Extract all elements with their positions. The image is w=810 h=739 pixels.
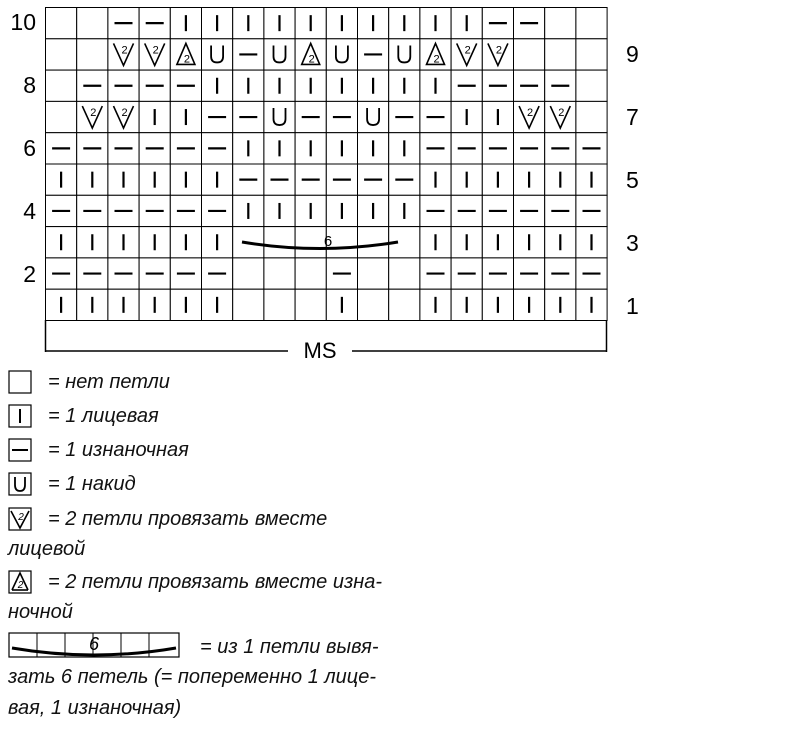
cell-r2-c11	[358, 258, 389, 289]
legend-no-stitch-text: = нет петли	[48, 370, 170, 393]
cell-r3-c11	[358, 227, 389, 258]
legend-p2tog-cont: ночной	[8, 601, 73, 623]
svg-text:2: 2	[558, 107, 565, 120]
ms-label: MS	[303, 338, 337, 363]
legend-purl-text: = 1 изнаночная	[48, 438, 189, 461]
cluster-icon-number: 6	[88, 634, 100, 654]
row-label-4: 4	[23, 198, 36, 224]
legend-no-stitch	[8, 370, 170, 394]
svg-text:2: 2	[464, 44, 471, 57]
legend-yarn-over-text: = 1 накид	[48, 472, 136, 495]
svg-text:2: 2	[18, 512, 24, 523]
legend-cluster-cont-2: вая, 1 изнаночная)	[8, 697, 182, 719]
svg-text:2: 2	[152, 44, 159, 57]
legend-knit-text: = 1 лицевая	[48, 404, 159, 427]
yarn-over-icon	[8, 472, 32, 496]
cell-r8-c18	[576, 70, 607, 101]
purl-two-together-icon	[8, 570, 32, 594]
purl-stitch-icon	[8, 438, 32, 462]
cell-r9-c16	[514, 39, 545, 70]
empty-cell-icon	[8, 370, 32, 394]
cluster-number: 6	[323, 233, 333, 250]
row-label-1: 1	[626, 293, 639, 319]
legend-p2tog	[8, 570, 382, 594]
cell-r2-c8	[264, 258, 295, 289]
row-label-3: 3	[626, 230, 639, 256]
cell-r9-c1	[46, 39, 77, 70]
cell-r1-c7	[233, 289, 264, 320]
row-label-9: 9	[626, 41, 639, 67]
svg-text:2: 2	[308, 53, 315, 66]
knit-two-together-icon	[8, 507, 32, 531]
cell-r1-c12	[389, 289, 420, 320]
cell-r10-c17	[545, 8, 576, 39]
cell-r10-c2	[77, 8, 108, 39]
svg-text:2: 2	[183, 53, 190, 66]
legend-cluster-cont-1: зать 6 петель (= попеременно 1 лице-	[8, 666, 376, 688]
svg-text:2: 2	[495, 44, 502, 57]
cell-r1-c8	[264, 289, 295, 320]
cell-r8-c1	[46, 70, 77, 101]
cell-r7-c18	[576, 101, 607, 132]
legend-k2tog	[8, 507, 327, 531]
svg-text:2: 2	[527, 107, 534, 120]
cell-r9-c12	[389, 39, 420, 70]
legend-p2tog-text: = 2 петли провязать вместе изна-	[48, 570, 383, 593]
cluster-increase-icon	[8, 632, 180, 662]
svg-text:2: 2	[121, 44, 128, 57]
cell-r9-c17	[545, 39, 576, 70]
knit-stitch-icon	[8, 404, 32, 428]
svg-text:2: 2	[17, 580, 24, 591]
row-label-6: 6	[23, 135, 36, 161]
cell-r9-c10	[326, 39, 357, 70]
cell-r1-c9	[295, 289, 326, 320]
row-label-2: 2	[23, 261, 36, 287]
cell-r10-c18	[576, 8, 607, 39]
legend-cluster	[8, 632, 378, 662]
cell-r7-c8	[264, 101, 295, 132]
svg-text:2: 2	[433, 53, 440, 66]
row-label-10: 10	[10, 9, 36, 35]
legend-cluster-text: = из 1 петли вывя-	[200, 635, 379, 658]
row-label-5: 5	[626, 167, 639, 193]
cell-r3-c9	[295, 227, 326, 258]
cell-r2-c12	[389, 258, 420, 289]
row-label-8: 8	[23, 72, 36, 98]
row-label-7: 7	[626, 104, 639, 130]
cell-r2-c9	[295, 258, 326, 289]
legend-yarn-over	[8, 472, 136, 496]
cell-r1-c11	[358, 289, 389, 320]
cell-r2-c7	[233, 258, 264, 289]
legend-purl	[8, 438, 189, 462]
legend-knit	[8, 404, 159, 428]
legend-k2tog-cont: лицевой	[8, 538, 86, 560]
cell-r9-c8	[264, 39, 295, 70]
cell-r9-c2	[77, 39, 108, 70]
cell-r3-c8	[264, 227, 295, 258]
cell-r9-c6	[202, 39, 233, 70]
svg-text:2: 2	[90, 107, 97, 120]
legend-k2tog-text: = 2 петли провязать вместе	[48, 507, 328, 530]
cell-r9-c18	[576, 39, 607, 70]
cell-r10-c1	[46, 8, 77, 39]
cell-r7-c11	[358, 101, 389, 132]
cell-r7-c1	[46, 101, 77, 132]
svg-text:2: 2	[121, 107, 128, 120]
